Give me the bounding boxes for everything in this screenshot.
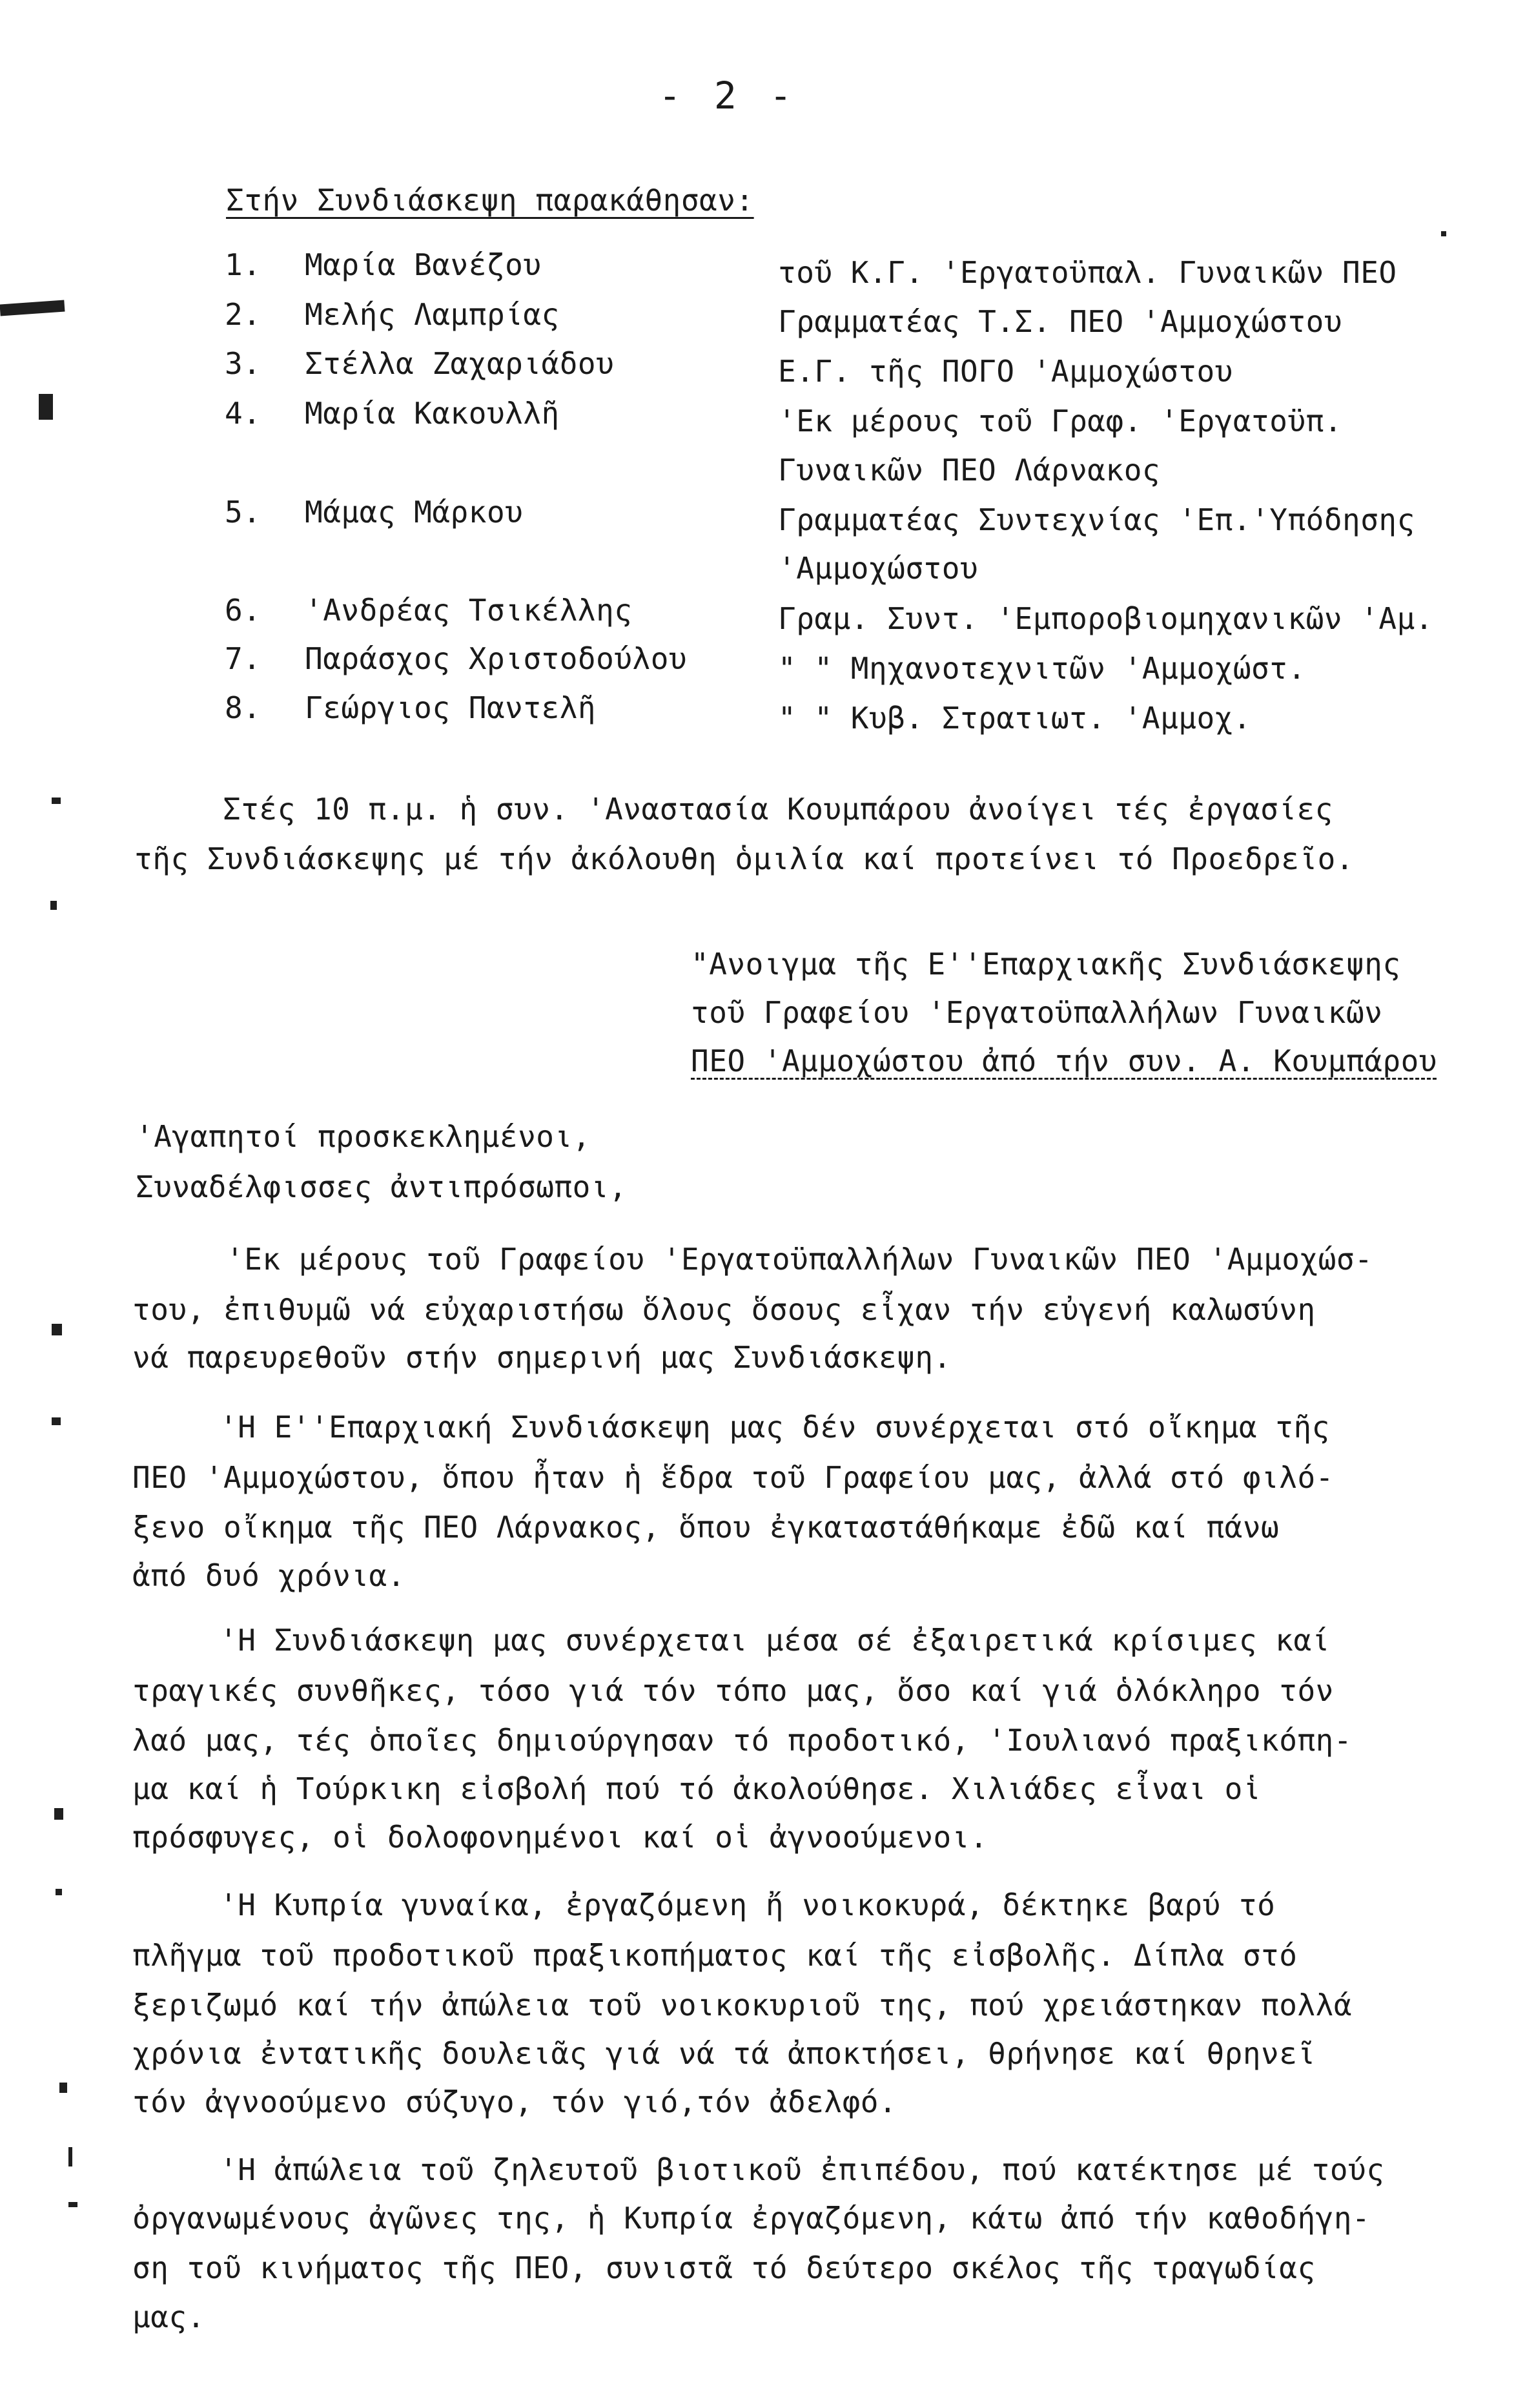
attendee-role: Γραμματέας Συντεχνίας 'Επ.'Υπόδησης xyxy=(778,502,1415,537)
attendee-number: 8. xyxy=(225,690,261,725)
attendee-role: Γραμ. Συντ. 'Εμποροβιομηχανικῶν 'Αμ. xyxy=(778,601,1433,636)
attendee-name: Παράσχος Χριστοδούλου xyxy=(305,641,688,676)
attendee-number: 5. xyxy=(225,495,261,530)
text-line: πρόσφυγες, οἱ δολοφονημένοι καί οἱ ἀγνοούμενοι. xyxy=(132,1820,988,1855)
attendee-name: Μαρία Βανέζου xyxy=(305,247,542,282)
attendee-name: Μελής Λαμπρίας xyxy=(305,297,560,332)
attendee-number: 3. xyxy=(225,346,261,381)
text-line: 'Η Κυπρία γυναίκα, ἐργαζόμενη ἤ νοικοκυρά, δέκτηκε βαρύ τό xyxy=(220,1888,1276,1922)
attendee-role: Γυναικῶν ΠΕΟ Λάρνακος xyxy=(778,453,1161,488)
text-line: πλῆγμα τοῦ προδοτικοῦ πραξικοπήματος καί τῆς εἰσβολῆς. Δίπλα στό xyxy=(132,1938,1298,1973)
page-number: - 2 - xyxy=(659,74,797,118)
attendee-role: " " Μηχανοτεχνιτῶν 'Αμμοχώστ. xyxy=(778,651,1306,686)
attendee-name: Στέλλα Ζαχαριάδου xyxy=(305,346,615,381)
attendee-role: Ε.Γ. τῆς ΠΟΓΟ 'Αμμοχώστου xyxy=(778,354,1233,389)
text-line: ξενο οἴκημα τῆς ΠΕΟ Λάρνακος, ὅπου ἐγκαταστάθήκαμε ἐδῶ καί πάνω xyxy=(132,1510,1280,1545)
attendee-number: 1. xyxy=(225,247,261,282)
attendee-name: 'Ανδρέας Τσικέλλης xyxy=(305,593,633,628)
margin-mark xyxy=(50,901,57,910)
text-line: νά παρευρεθοῦν στήν σημερινή μας Συνδιάσκεψη. xyxy=(132,1340,952,1375)
margin-mark xyxy=(68,2147,72,2166)
text-line: μα καί ἡ Τούρκικη εἰσβολή πού τό ἀκολούθησε. Χιλιάδες εἶναι οἱ xyxy=(132,1771,1262,1806)
text-line: ση τοῦ κινήματος τῆς ΠΕΟ, συνιστᾶ τό δεύτερο σκέλος τῆς τραγωδίας xyxy=(132,2250,1316,2285)
text-line: 'Η Ε''Επαρχιακή Συνδιάσκεψη μας δέν συνέρχεται στό οἴκημα τῆς xyxy=(220,1410,1330,1445)
text-line: 'Εκ μέρους τοῦ Γραφείου 'Εργατοϋπαλλήλων Γυναικῶν ΠΕΟ 'Αμμοχώσ- xyxy=(226,1242,1373,1277)
attendee-name: Μάμας Μάρκου xyxy=(305,495,524,530)
text-line: τόν ἀγνοούμενο σύζυγο, τόν γιό,τόν ἀδελφό. xyxy=(132,2084,897,2119)
attendee-number: 2. xyxy=(225,297,261,332)
attendee-role: 'Αμμοχώστου xyxy=(778,551,979,586)
text-line: Στές 10 π.μ. ἡ συν. 'Αναστασία Κουμπάρου ἀνοίγει τές ἐργασίες xyxy=(223,792,1333,827)
attendee-role: " " Κυβ. Στρατιωτ. 'Αμμοχ. xyxy=(778,701,1252,736)
attendee-role: Γραμματέας Τ.Σ. ΠΕΟ 'Αμμοχώστου xyxy=(778,304,1343,339)
text-line: Συναδέλφισσες ἀντιπρόσωποι, xyxy=(136,1169,628,1204)
text-line: ΠΕΟ 'Αμμοχώστου ἀπό τήν συν. Α. Κουμπάρου xyxy=(691,1044,1437,1078)
margin-mark xyxy=(39,394,53,420)
margin-mark xyxy=(52,1324,62,1335)
text-line: 'Η Συνδιάσκεψη μας συνέρχεται μέσα σέ ἐξαιρετικά κρίσιμες καί xyxy=(220,1623,1330,1658)
text-line: τῆς Συνδιάσκεψης μέ τήν ἀκόλουθη ὁμιλία καί προτείνει τό Προεδρεῖο. xyxy=(134,841,1355,876)
margin-mark xyxy=(52,1417,61,1425)
text-line: του, ἐπιθυμῶ νά εὐχαριστήσω ὅλους ὅσους εἶχαν τήν εὐγενή καλωσύνη xyxy=(132,1292,1316,1327)
text-line: ἀπό δυό χρόνια. xyxy=(132,1558,405,1593)
margin-mark xyxy=(52,798,61,804)
text-line: "Ανοιγμα τῆς Ε''Επαρχιακῆς Συνδιάσκεψης xyxy=(691,947,1401,982)
text-line: 'Η ἀπώλεια τοῦ ζηλευτοῦ βιοτικοῦ ἐπιπέδου, πού κατέκτησε μέ τούς xyxy=(220,2152,1385,2187)
text-line: ΠΕΟ 'Αμμοχώστου, ὅπου ἦταν ἡ ἕδρα τοῦ Γραφείου μας, ἀλλά στό φιλό- xyxy=(132,1460,1334,1495)
attendee-number: 4. xyxy=(225,396,261,431)
text-line: 'Αγαπητοί προσκεκλημένοι, xyxy=(136,1119,591,1154)
text-line: τραγικές συνθῆκες, τόσο γιά τόν τόπο μας, ὅσο καί γιά ὁλόκληρο τόν xyxy=(132,1673,1334,1708)
margin-mark xyxy=(68,2202,77,2207)
text-line: ὀργανωμένους ἀγῶνες της, ἡ Κυπρία ἐργαζόμενη, κάτω ἀπό τήν καθοδήγη- xyxy=(132,2201,1371,2236)
text-line: μας. xyxy=(132,2300,205,2334)
attendee-name: Γεώργιος Παντελῆ xyxy=(305,690,597,725)
text-line: τοῦ Γραφείου 'Εργατοϋπαλλήλων Γυναικῶν xyxy=(691,995,1383,1030)
margin-mark xyxy=(59,2083,67,2093)
attendee-number: 6. xyxy=(225,593,261,628)
attendee-role: τοῦ Κ.Γ. 'Εργατοϋπαλ. Γυναικῶν ΠΕΟ xyxy=(778,255,1397,290)
text-line: χρόνια ἐντατικῆς δουλειᾶς γιά νά τά ἀποκτήσει, θρήνησε καί θρηνεῖ xyxy=(132,2036,1316,2071)
margin-mark xyxy=(56,1889,62,1895)
text-line: ξεριζωμό καί τήν ἀπώλεια τοῦ νοικοκυριοῦ της, πού χρειάστηκαν πολλά xyxy=(132,1988,1353,2022)
attendee-number: 7. xyxy=(225,641,261,676)
margin-mark xyxy=(54,1808,63,1820)
section-heading: Στήν Συνδιάσκεψη παρακάθησαν: xyxy=(226,183,754,218)
margin-mark xyxy=(1441,231,1446,236)
margin-mark xyxy=(0,300,65,316)
attendee-role: 'Εκ μέρους τοῦ Γραφ. 'Εργατοϋπ. xyxy=(778,404,1343,438)
attendee-name: Μαρία Κακουλλῆ xyxy=(305,396,560,431)
text-line: λαό μας, τές ὁποῖες δημιούργησαν τό προδοτικό, 'Ιουλιανό πραξικόπη- xyxy=(132,1723,1353,1758)
